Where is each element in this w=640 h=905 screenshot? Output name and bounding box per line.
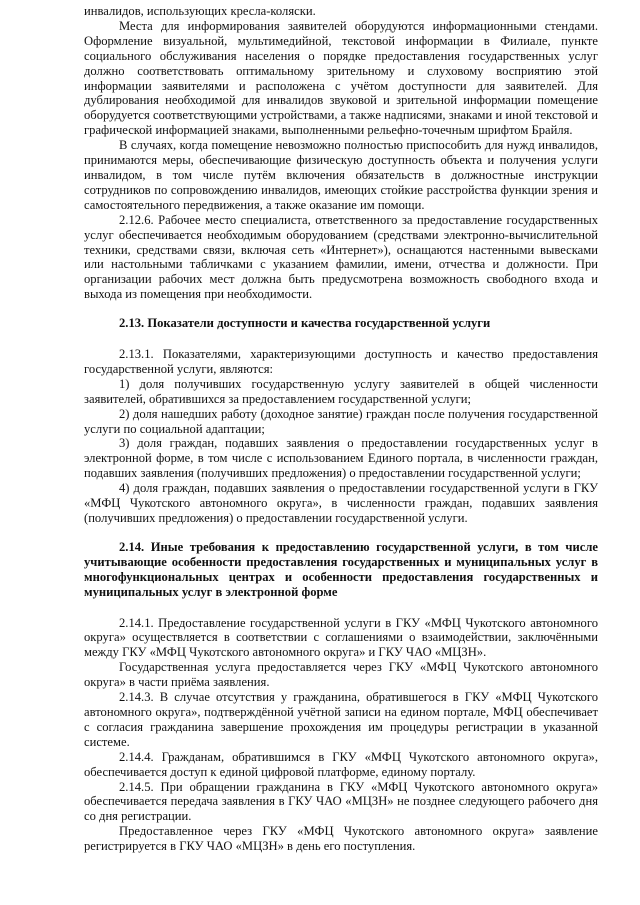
list-item-1: 1) доля получивших государственную услугу заявителей в общей численности заявителей, обратившихся за предоставлением государственной услуги; bbox=[84, 376, 598, 406]
list-item-2: 2) доля нашедших работу (доходное занятие) граждан после получения государственной услуги по социальной адаптации; bbox=[84, 406, 598, 436]
section-heading-2-13: 2.13. Показатели доступности и качества государственной услуги bbox=[119, 316, 491, 331]
paragraph-2-13-1: 2.13.1. Показателями, характеризующими доступность и качество предоставления государственной услуги, являются: bbox=[84, 347, 598, 376]
paragraph-2-14-5: 2.14.5. При обращении гражданина в ГКУ «МФЦ Чукотского автономного округа» обеспечивается передача заявления в ГКУ ЧАО «МЦЗН» не позднее следующего рабочего дня со дня регистрации. bbox=[84, 779, 598, 824]
paragraph-2-14-1: 2.14.1. Предоставление государственной услуги в ГКУ «МФЦ Чукотского автономного округа» осуществляется в соответствии с соглашениями о взаимодействии, заключёнными между ГКУ «МФЦ Чукотского автономного округа» и ГКУ ЧАО «МЦЗН». bbox=[84, 615, 598, 660]
paragraph-2-14-4: 2.14.4. Гражданам, обратившимся в ГКУ «МФЦ Чукотского автономного округа», обеспечивается доступ к единой цифровой платформе, единому порталу. bbox=[84, 749, 598, 779]
spacer bbox=[84, 302, 598, 316]
section-heading-2-14: 2.14. Иные требования к предоставлению государственной услуги, в том числе учитывающие особенности предоставления государственных и муниципальных услуг в многофункциональных центрах и особенности предоставления государственных и муниципальных услуг в электронной форме bbox=[84, 539, 598, 599]
spacer bbox=[84, 526, 598, 540]
paragraph-service-via-mfc: Государственная услуга предоставляется через ГКУ «МФЦ Чукотского автономного округа» в части приёма заявления. bbox=[84, 660, 598, 690]
paragraph-2-12-6: 2.12.6. Рабочее место специалиста, ответственного за предоставление государственных услуг обеспечивается необходимым оборудованием (средствами электронно-вычислительной техники, средствами связи, включая сеть «Интернет»), оснащаются настенными вывесками или настольными табличками с указанием фамилии, имени, отчества и должности. При организации рабочих мест должна быть предусмотрена возможность свободного входа и выхода из помещения при необходимости. bbox=[84, 212, 598, 302]
list-item-4: 4) доля граждан, подавших заявления о предоставлении государственной услуги в ГКУ «МФЦ Чукотского автономного округа», в численности граждан, подавших заявления (получивших предложения) о предоставлении государственной услуги. bbox=[84, 481, 598, 525]
spacer bbox=[84, 331, 598, 347]
list-item-3: 3) доля граждан, подавших заявления о предоставлении государственных услуг в электронной форме, в том числе с использованием Единого портала, в численности граждан, подавших заявления (получивших предложения) о предоставлении государственной услуги; bbox=[84, 436, 598, 481]
paragraph-continuation: инвалидов, использующих кресла-коляски. bbox=[84, 4, 316, 18]
paragraph-2-14-3: 2.14.3. В случае отсутствия у гражданина, обратившегося в ГКУ «МФЦ Чукотского автономного округа», подтверждённой учётной записи на едином портале, МФЦ обеспечивает с согласия гражданина завершение прохождения им процедуры регистрации в указанной системе. bbox=[84, 690, 598, 749]
paragraph-registration: Предоставленное через ГКУ «МФЦ Чукотского автономного округа» заявление регистрируется в ГКУ ЧАО «МЦЗН» в день его поступления. bbox=[84, 824, 598, 854]
paragraph-accessibility-measures: В случаях, когда помещение невозможно полностью приспособить для нужд инвалидов, принимаются меры, обеспечивающие физическую доступность объекта и получения услуги инвалидом, в том числе путём включения обязательств в должностные инструкции сотрудников по сопровождению инвалидов, имеющих стойкие расстройства функции зрения и самостоятельного передвижения, а также оказание им помощи. bbox=[84, 138, 598, 212]
spacer bbox=[84, 600, 598, 616]
paragraph-info-stands: Места для информирования заявителей оборудуются информационными стендами. Оформление визуальной, мультимедийной, текстовой информации в Филиале, пункте социального обслуживания населения о порядке предоставления государственных услуг должно соответствовать оптимальному зрительному и слуховому восприятию этой информации заявителями и расположена с учётом доступности для заявителей. Для дублирования необходимой для инвалидов звуковой и зрительной информации помещение оборудуется соответствующими устройствами, а также надписями, знаками и иной текстовой и графической информацией знаками, выполненными рельефно-точечным шрифтом Брайля. bbox=[84, 18, 598, 138]
